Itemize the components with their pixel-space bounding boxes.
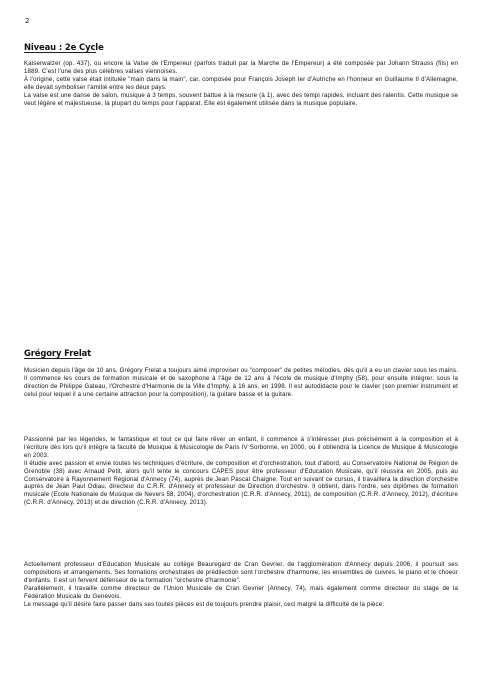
- level-paragraph: À l'origine, cette valse était intitulée "main dans la main", car, composée pour François Joseph Ier d'Autriche en l'honneur en Guillaume II d'Allemagne, elle devait symboliser l'amitié entre les deux pays.: [24, 75, 458, 91]
- bio-heading-underline: [24, 358, 82, 359]
- bio-paragraph: Le message qu'il désire faire passer dans ses toutes pièces est de toujours prendre plaisir, ceci malgré la difficulté de la pièce.: [24, 600, 385, 608]
- bio-paragraph: Il étudie avec passion et envie toutes les techniques d'écriture, de composition et d'orchestration, tout d'abord, au Conservatoire National de Région de Grenoble (38) avec Arnaud Petit, alors qu'il tente le concours CAPES pour être professeur d'Education Musicale, qu'il réussira en 2005, puis au Conservatoire à Rayonnement Régional d'Annecy (74), auprès de Jean Pascal Chaigne. Tout en suivant ce cursus, il travaillera la direction d'orchestre auprès de Jean Paul Odiau, directeur du C.R.R. d'Annecy et professeur de Direction d'orchestre. Il obtient, dans l'ordre, ses diplômes de formation musicale (Ecole Nationale de Musique de Nevers 58, 2004), d'orchestration (C.R.R. d'Annecy, 2011), de composition (C.R.R. d'Annecy, 2012), d'écriture (C.R.R. d'Annecy, 2013) et de direction (C.R.R. d'Annecy, 2013).: [24, 459, 458, 507]
- level-paragraph: Kaiserwalzer (op. 437), ou encore la Valse de l'Empereur (parfois traduit par la Marche de l'Empereur) a été composée par Johann Strauss (fils) en 1889. C'est l'une des plus célèbres valses viennoises.: [24, 60, 458, 75]
- page-number: 2: [25, 17, 30, 25]
- bio-paragraph: Actuellement professeur d'Education Musicale au collège Beauregard de Cran Gevrier, de l'agglomération d'Annecy depuis 2006, il poursuit ses compositions et arrangements. Ses formations orchestrales de prédilection sont l'orchestre d'harmonie, les ensembles de cuivres, le piano et le choeur d'enfants. Il est un fervent défenseur de la formation "orchestre d'harmonie".: [24, 561, 458, 584]
- bio-heading: Grégory Frelat: [24, 348, 92, 358]
- level-paragraph-group: [24, 60, 458, 107]
- bio-paragraph: Passionné par les légendes, le fantastique et tout ce qui faire rêver un enfant, il commence à s'intéresser plus précisément à la composition et à l'écriture dès lors qu'il intègre la faculté de Musique & Musicologie de Paris IV Sorbonne, en 2000, où il obtiendra la Licence de Musique & Musicologie en 2003.: [24, 436, 458, 459]
- level-heading-underline: [24, 52, 96, 53]
- bio-paragraph-group: [24, 436, 458, 507]
- bio-paragraph: Musicien depuis l'âge de 10 ans, Grégory Frelat a toujours aimé improviser ou "composer" de petites mélodies, dès qu'il a eu un clavier sous les mains. Il commence les cours de formation musicale et de saxophone à l'âge de 12 ans à l'école de musique d'Imphy (58), pour ensuite intégrer, sous la direction de Philippe Gateau, l'Orchestre d'Harmonie de la Ville d'Imphy, à 16 ans, en 1998. Il est autodidacte pour le clavier (son premier instrument et celui pour lequel il a une certaine attraction pour la composition), la guitare basse et la guitare.: [24, 367, 458, 398]
- bio-paragraph-group: [24, 561, 458, 608]
- level-paragraph: La valse est une danse de salon, musique à 3 temps, souvent battue à la mesure (à 1), avec des tempi rapides, incluant des ralentis. Cette musique se veut légère et majestueuse, la plupart du temps pour l'apparat. Elle est également utilisée dans la musique populaire.: [24, 91, 458, 107]
- level-heading: Niveau : 2e Cycle: [24, 42, 104, 52]
- bio-paragraph: Parallèlement, il travaille comme directeur de l'Union Musicale de Cran Gevrier (Annecy, 74), mais également comme directeur du stage de la Fédération Musicale du Genevois.: [24, 584, 458, 600]
